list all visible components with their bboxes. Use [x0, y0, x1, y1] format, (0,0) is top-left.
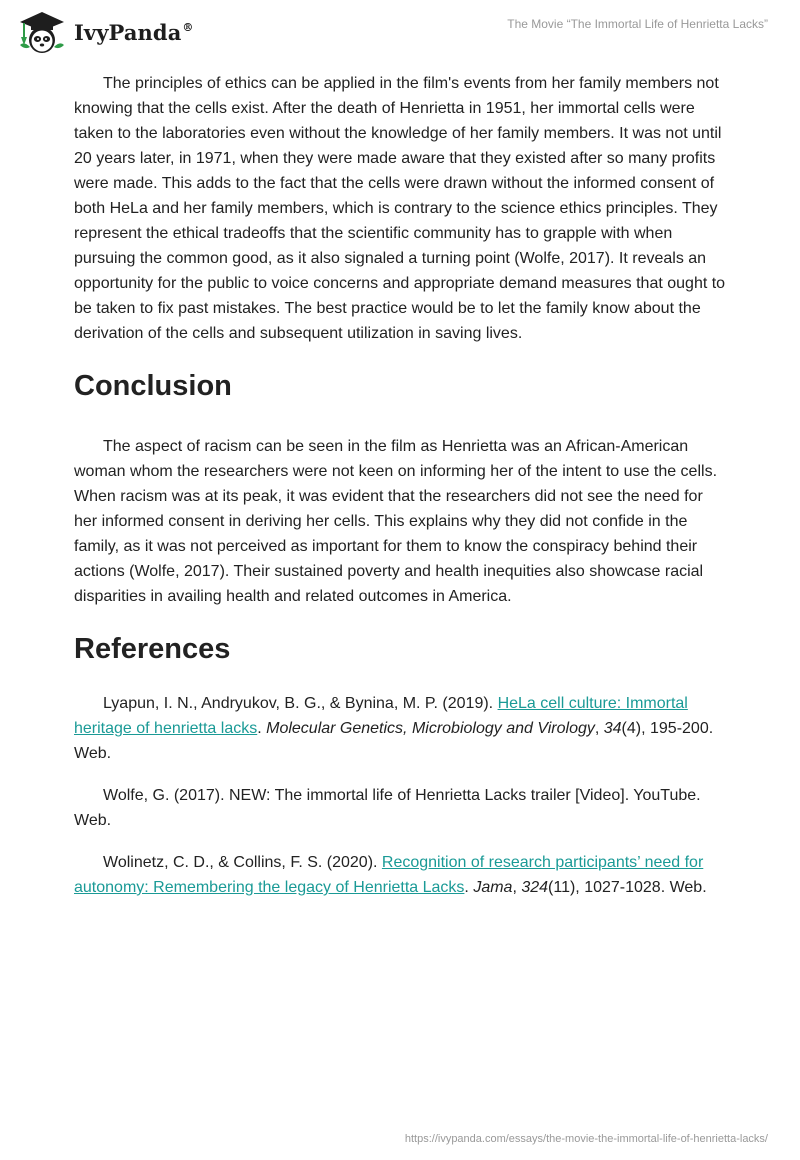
page-header — [0, 0, 800, 70]
paragraph-ethics: The principles of ethics can be applied in the film's events from her family members not knowing that the cells exist. After the death of Henrietta in 1951, her immortal cells were taken to the laboratories even without the knowledge of her family members. It was not until 20 years later, in 1971, when they were made aware that they existed after so many profits were made. This adds to the fact that the cells were drawn without the informed consent of both HeLa and her family members, which is contrary to the science ethics principles. They represent the ethical tradeoffs that the scientific community has to grapple with when pursuing the common good, as it also signaled a turning point (Wolfe, 2017). It reveals an opportunity for the public to voice concerns and appropriate demand measures that ought to be taken to fix past mistakes. The best practice would be to let the family know about the derivation of the cells and subsequent utilization in saving lives. — [74, 75, 726, 342]
paragraph-conclusion: The aspect of racism can be seen in the film as Henrietta was an African-American woman whom the researchers were not keen on informing her of the intent to use the cells. When racism was at its peak, it was evident that the researchers did not see the need for her informed consent in deriving her cells. This explains why they did not confide in the family, as it was not perceived as important for them to know the conspiracy behind their actions (Wolfe, 2017). Their sustained poverty and health inequities also showcase racial disparities in availing health and related outcomes in America. — [74, 438, 718, 605]
source-url[interactable]: https://ivypanda.com/essays/the-movie-the-immortal-life-of-henrietta-lacks/ — [404, 1133, 768, 1145]
reference-item: Wolfe, G. (2017). NEW: The immortal life of Henrietta Lacks trailer [Video]. YouTube. Web. — [74, 787, 701, 829]
logo-wordmark: IvyPanda® — [74, 19, 194, 45]
conclusion-heading: Conclusion — [74, 370, 232, 402]
reference-item: Lyapun, I. N., Andryukov, B. G., & Bynina, M. P. (2019). HeLa cell culture: Immortal heritage of henrietta lacks. Molecular Genetics, Microbiology and Virology, 34(4), 195-200. Web. — [74, 695, 714, 762]
reference-link[interactable]: Recognition of research participants’ need for autonomy: Remembering the legacy of Henrietta Lacks — [74, 854, 704, 896]
references-heading: References — [74, 633, 231, 665]
essay-content — [74, 71, 726, 917]
ivypanda-logo[interactable] — [14, 9, 194, 55]
panda-graduate-icon — [14, 9, 70, 55]
document-title: The Movie “The Immortal Life of Henrietta Lacks” — [507, 17, 768, 31]
reference-item: Wolinetz, C. D., & Collins, F. S. (2020). Recognition of research participants’ need for autonomy: Remembering the legacy of Henrietta Lacks. Jama, 324(11), 1027-1028. Web. — [74, 854, 707, 896]
reference-link[interactable]: HeLa cell culture: Immortal heritage of henrietta lacks — [74, 695, 688, 737]
